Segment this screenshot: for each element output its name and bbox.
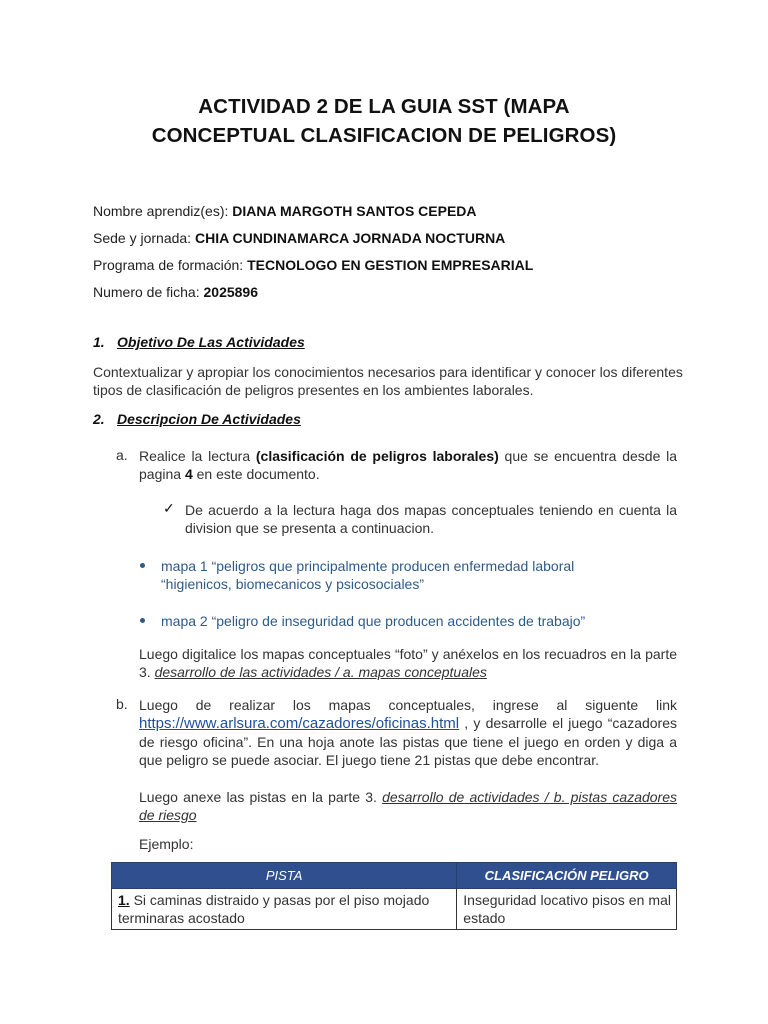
checkmark-icon: ✓ <box>163 500 175 516</box>
info-value: DIANA MARGOTH SANTOS CEPEDA <box>232 203 477 219</box>
annex-text <box>139 788 677 824</box>
item-a-bold: (clasificación de peligros laborales) <box>255 448 499 464</box>
table-cell-pista <box>112 889 457 930</box>
document-title <box>60 92 708 150</box>
annex-ref: desarrollo de actividades / b. pistas cazadores de riesgo <box>139 789 677 823</box>
info-label: Sede y jornada: <box>93 230 195 246</box>
info-ficha <box>93 284 258 300</box>
bullet-item-1: mapa 1 “peligros que principalmente producen enfermedad laboral “higienicos, biomecanicos y psicosociales” <box>161 558 575 592</box>
table-header-pista: PISTA <box>112 863 457 889</box>
info-label: Numero de ficha: <box>93 284 204 300</box>
info-programa <box>93 257 533 273</box>
digitalize-text <box>139 645 677 681</box>
list-marker-b: b. <box>116 696 128 712</box>
item-a-mid: que se encuentra desde la pagina <box>139 448 678 482</box>
section-2-heading <box>93 411 301 427</box>
section-title: Objetivo De Las Actividades <box>117 334 305 350</box>
section-number: 1. <box>93 334 105 350</box>
info-label: Nombre aprendiz(es): <box>93 203 233 219</box>
item-a-page: 4 <box>184 466 193 482</box>
item-b-post: , y desarrolle el juego “cazadores de riesgo oficina”. En una hoja anote las pistas que tiene el juego en orden y diga a que peligro se puede asociar. El juego tiene 21 pistas que debe encontrar. <box>139 715 677 768</box>
bullet-item-2: mapa 2 “peligro de inseguridad que producen accidentes de trabajo” <box>161 613 586 629</box>
row-number: 1. <box>118 892 130 908</box>
table-cell-clasificacion: Inseguridad locativo pisos en mal estado <box>457 889 677 930</box>
bullet-icon <box>140 618 145 623</box>
table-header-clasificacion: CLASIFICACIÓN PELIGRO <box>457 863 677 889</box>
info-sede <box>93 230 505 246</box>
row-pista-text: Si caminas distraido y pasas por el piso mojado terminaras acostado <box>118 892 430 926</box>
check-item-text: De acuerdo a la lectura haga dos mapas conceptuales teniendo en cuenta la division que se presenta a continuacion. <box>185 502 677 536</box>
digitalize-ref: desarrollo de las actividades / a. mapas conceptuales <box>154 664 487 680</box>
example-table <box>111 862 677 930</box>
section-1-heading <box>93 334 305 350</box>
digitalize-body: Luego digitalice los mapas conceptuales “foto” y anéxelos en los recuadros en la parte 3. <box>139 646 677 680</box>
section-number: 2. <box>93 411 105 427</box>
bullet-icon <box>140 563 145 568</box>
info-value: TECNOLOGO EN GESTION EMPRESARIAL <box>247 257 534 273</box>
annex-pre: Luego anexe las pistas en la parte 3. <box>139 789 383 805</box>
list-marker-a: a. <box>116 447 128 463</box>
arlsura-link[interactable]: https://www.arlsura.com/cazadores/oficinas.html <box>139 715 460 732</box>
title-line-2: CONCEPTUAL CLASIFICACION DE PELIGROS) <box>151 124 617 147</box>
item-a-post: en este documento. <box>192 466 320 482</box>
info-value: 2025896 <box>203 284 259 300</box>
item-b-text <box>139 696 677 769</box>
info-label: Programa de formación: <box>93 257 248 273</box>
section-title: Descripcion De Actividades <box>117 411 301 427</box>
item-b-pre: Luego de realizar los mapas conceptuales, ingrese al siguente link <box>139 697 677 713</box>
table-row <box>112 889 677 930</box>
item-a-pre: Realice la lectura <box>139 448 256 464</box>
info-value: CHIA CUNDINAMARCA JORNADA NOCTURNA <box>194 230 506 246</box>
table-header-row <box>112 863 677 889</box>
item-a-text <box>139 447 677 483</box>
section-1-body: Contextualizar y apropiar los conocimientos necesarios para identificar y conocer los diferentes tipos de clasificación de peligros presentes en los ambientes laborales. <box>93 364 683 398</box>
info-name <box>93 203 477 219</box>
example-label: Ejemplo: <box>139 836 194 852</box>
title-line-1: ACTIVIDAD 2 DE LA GUIA SST (MAPA <box>198 95 570 118</box>
